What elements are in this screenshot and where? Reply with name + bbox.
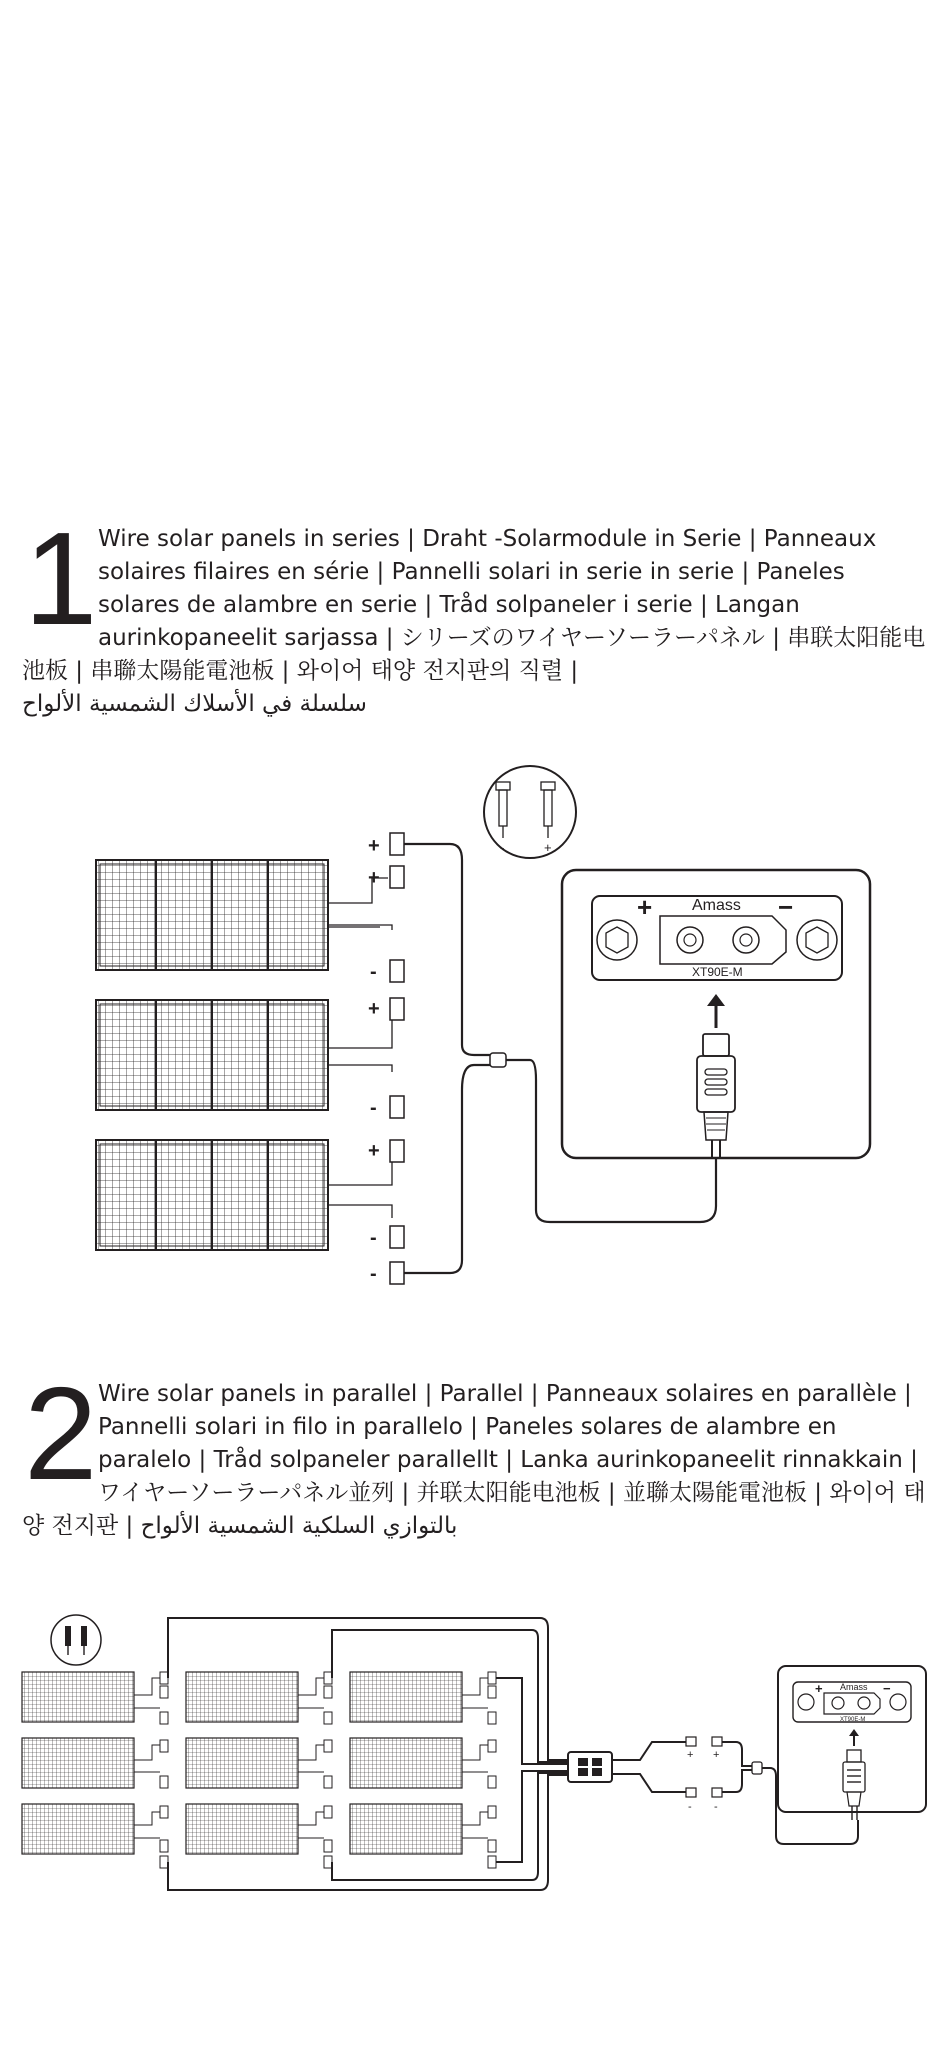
polarity-label: + (368, 1140, 380, 1162)
power-station (562, 870, 870, 1158)
parallel-wiring-diagram (0, 1600, 950, 1900)
polarity-label: - (370, 1097, 377, 1119)
step-2-number: 2 (24, 1360, 98, 1507)
polarity-label: + (368, 867, 380, 889)
mc4-connector-icon (51, 1615, 101, 1665)
branch-label: + (687, 1749, 694, 1761)
port-minus-symbol: − (883, 1681, 891, 1696)
solar-panel-array (22, 1672, 462, 1854)
brand-label: Amass (840, 1682, 868, 1692)
branch-label: + (713, 1749, 720, 1761)
polarity-label: - (370, 1263, 377, 1285)
series-wiring-diagram (0, 760, 950, 1300)
connector-negative-label: - (500, 840, 505, 855)
step-1-text: Wire solar panels in series | Draht -Solarmodule in Serie | Panneaux solaires filaires en série | Pannelli solari in serie in serie | Paneles solares de alambre en serie | Tråd solpaneler i serie | Langan aurinkopaneelit sarjassa | シリーズのワイヤーソーラーパネル | 串联太阳能电池板 | 串聯太陽能電池板 | 와이어 태양 전지판의 직렬 | (22, 526, 926, 684)
step-1-number: 1 (24, 505, 98, 652)
step-1-text-arabic: سلسلة في الأسلاك الشمسية الألواح (22, 691, 367, 717)
step-2-text: Wire solar panels in parallel | Parallel | Panneaux solaires en parallèle | Pannelli solari in filo in parallelo | Paneles solares de alambre en paralelo | Tråd solpaneler parallellt | Lanka aurinkopaneelit rinnakkain | ワイヤーソーラーパネル並列 | 并联太阳能电池板 | 並聯太陽能電池板 | 와이어 태양 전지판 | (22, 1381, 926, 1539)
brand-label: Amass (692, 897, 741, 914)
polarity-label: + (368, 835, 380, 857)
polarity-label: - (370, 961, 377, 983)
connector-positive-label: + (544, 840, 552, 855)
port-minus-symbol: − (778, 892, 794, 922)
solar-panel-2 (96, 1000, 328, 1110)
step-1-instructions (22, 523, 932, 721)
step-2-text-arabic: بالتوازي السلكية الشمسية الألواح (140, 1513, 458, 1539)
port-plus-symbol: + (637, 892, 653, 922)
branch-label: - (688, 1801, 692, 1813)
solar-panel-1 (96, 860, 328, 970)
power-station (778, 1666, 926, 1820)
cable-joint (490, 1053, 506, 1067)
step-2-instructions (22, 1378, 932, 1543)
branch-label: - (714, 1801, 718, 1813)
port-model-label: XT90E-M (692, 965, 743, 979)
polarity-label: - (370, 1227, 377, 1249)
port-model-label: XT90E-M (840, 1717, 866, 1723)
port-plus-symbol: + (815, 1681, 823, 1696)
mc4-connector-icon (484, 766, 576, 858)
solar-panel-3 (96, 1140, 328, 1250)
polarity-label: + (368, 998, 380, 1020)
